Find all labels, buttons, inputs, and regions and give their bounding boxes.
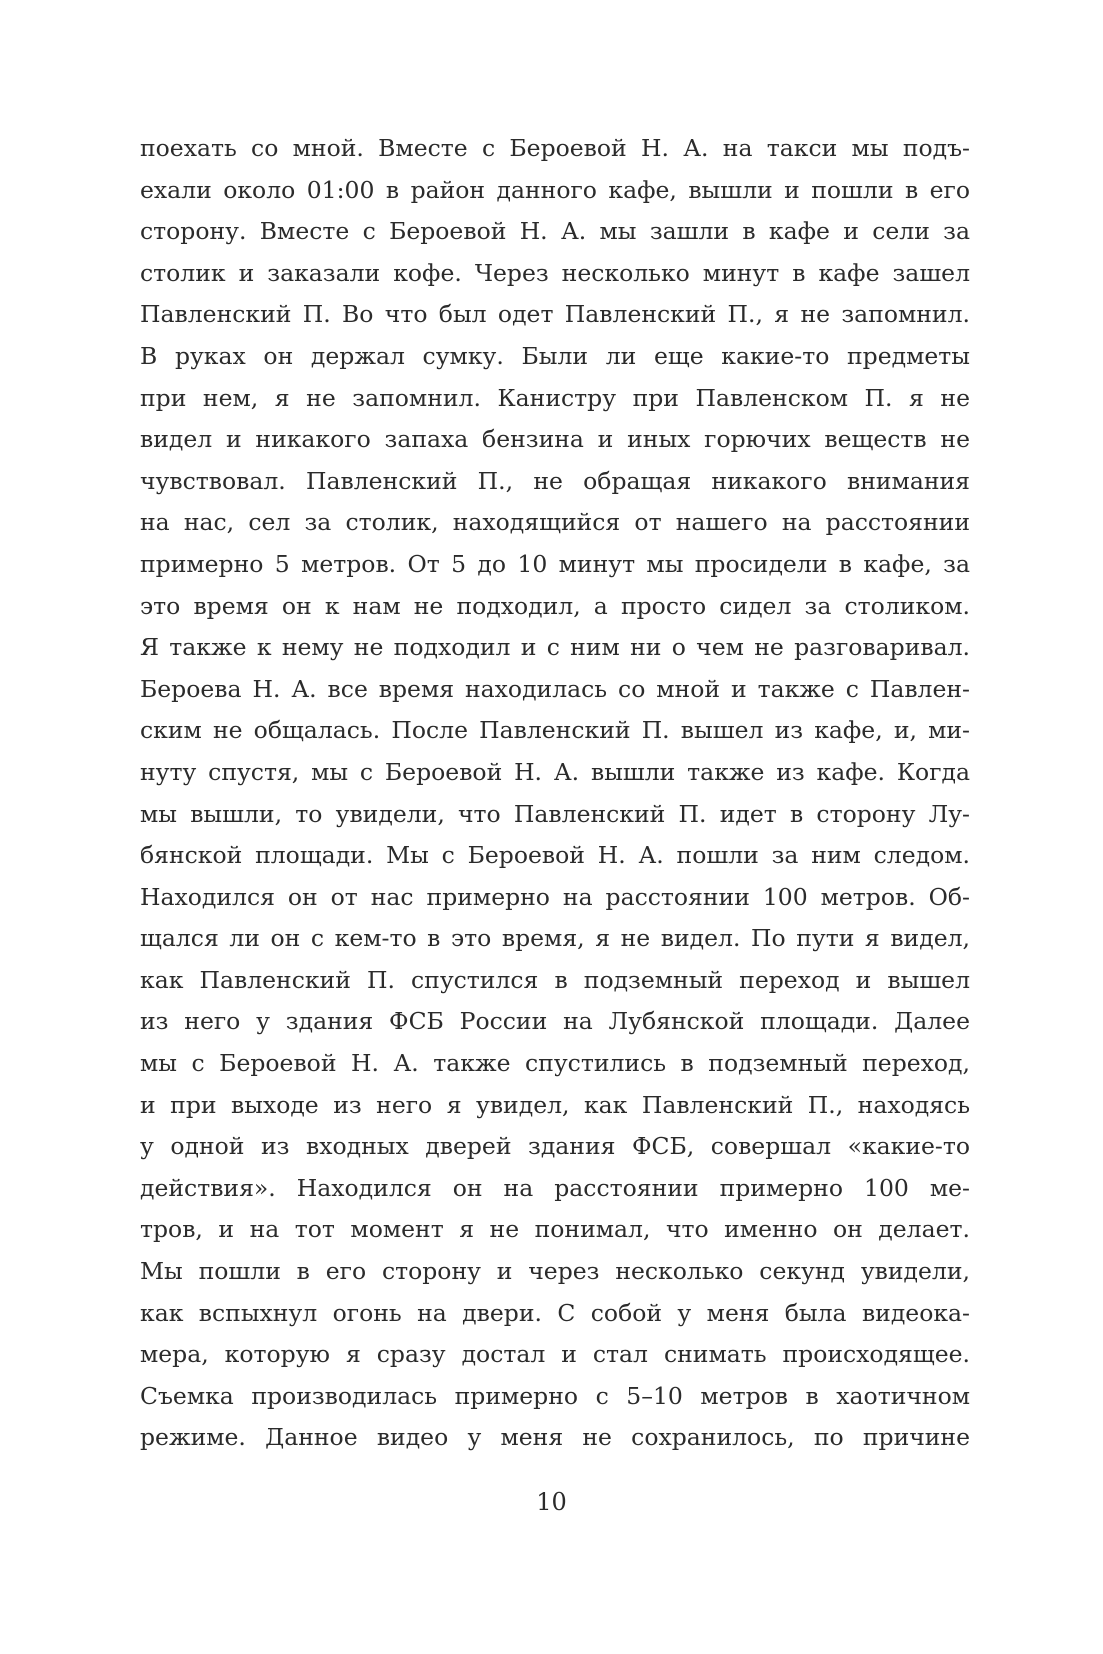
text-line: щался ли он с кем-то в это время, я не видел. По пути я видел,: [140, 924, 970, 953]
text-line: режиме. Данное видео у меня не сохранилось, по причине: [140, 1423, 970, 1452]
text-line: видел и никакого запаха бензина и иных горючих веществ не: [140, 425, 970, 454]
text-line: у одной из входных дверей здания ФСБ, совершал «какие-то: [140, 1132, 970, 1161]
body-paragraph: [140, 128, 970, 1459]
text-line: мы вышли, то увидели, что Павленский П. идет в сторону Лу-: [140, 799, 970, 828]
text-line: Павленский П. Во что был одет Павленский П., я не запомнил.: [140, 300, 970, 329]
text-line: нуту спустя, мы с Бероевой Н. А. вышли также из кафе. Когда: [140, 757, 970, 786]
text-line: это время он к нам не подходил, а просто сидел за столиком.: [140, 591, 970, 620]
text-line: чувствовал. Павленский П., не обращая никакого внимания: [140, 466, 970, 495]
text-line: примерно 5 метров. От 5 до 10 минут мы просидели в кафе, за: [140, 549, 970, 578]
text-line: ским не общалась. После Павленский П. вышел из кафе, и, ми-: [140, 716, 970, 745]
text-line: мы с Бероевой Н. А. также спустились в подземный переход,: [140, 1049, 970, 1078]
text-line: Съемка производилась примерно с 5–10 метров в хаотичном: [140, 1381, 970, 1410]
page-number: 10: [536, 1488, 567, 1516]
text-line: на нас, сел за столик, находящийся от нашего на расстоянии: [140, 508, 970, 537]
text-line: столик и заказали кофе. Через несколько минут в кафе зашел: [140, 258, 970, 287]
text-line: при нем, я не запомнил. Канистру при Павленском П. я не: [140, 383, 970, 412]
text-line: Я также к нему не подходил и с ним ни о чем не разговаривал.: [140, 633, 970, 662]
text-line: тров, и на тот момент я не понимал, что именно он делает.: [140, 1215, 970, 1244]
text-line: как вспыхнул огонь на двери. С собой у меня была видеока-: [140, 1298, 970, 1327]
text-line: ехали около 01:00 в район данного кафе, вышли и пошли в его: [140, 175, 970, 204]
text-line: мера, которую я сразу достал и стал снимать происходящее.: [140, 1340, 970, 1369]
text-line: как Павленский П. спустился в подземный переход и вышел: [140, 965, 970, 994]
text-line: Мы пошли в его сторону и через несколько секунд увидели,: [140, 1257, 970, 1286]
text-line: действия». Находился он на расстоянии примерно 100 ме-: [140, 1173, 970, 1202]
text-line: Находился он от нас примерно на расстоянии 100 метров. Об-: [140, 882, 970, 911]
text-line: сторону. Вместе с Бероевой Н. А. мы зашли в кафе и сели за: [140, 217, 970, 246]
text-line: поехать со мной. Вместе с Бероевой Н. А. на такси мы подъ-: [140, 134, 970, 162]
text-line: и при выходе из него я увидел, как Павленский П., находясь: [140, 1090, 970, 1119]
text-line: Бероева Н. А. все время находилась со мной и также с Павлен-: [140, 674, 970, 703]
text-line: В руках он держал сумку. Были ли еще какие-то предметы: [140, 341, 970, 370]
text-line: бянской площади. Мы с Бероевой Н. А. пошли за ним следом.: [140, 841, 970, 870]
text-line: из него у здания ФСБ России на Лубянской площади. Далее: [140, 1007, 970, 1036]
